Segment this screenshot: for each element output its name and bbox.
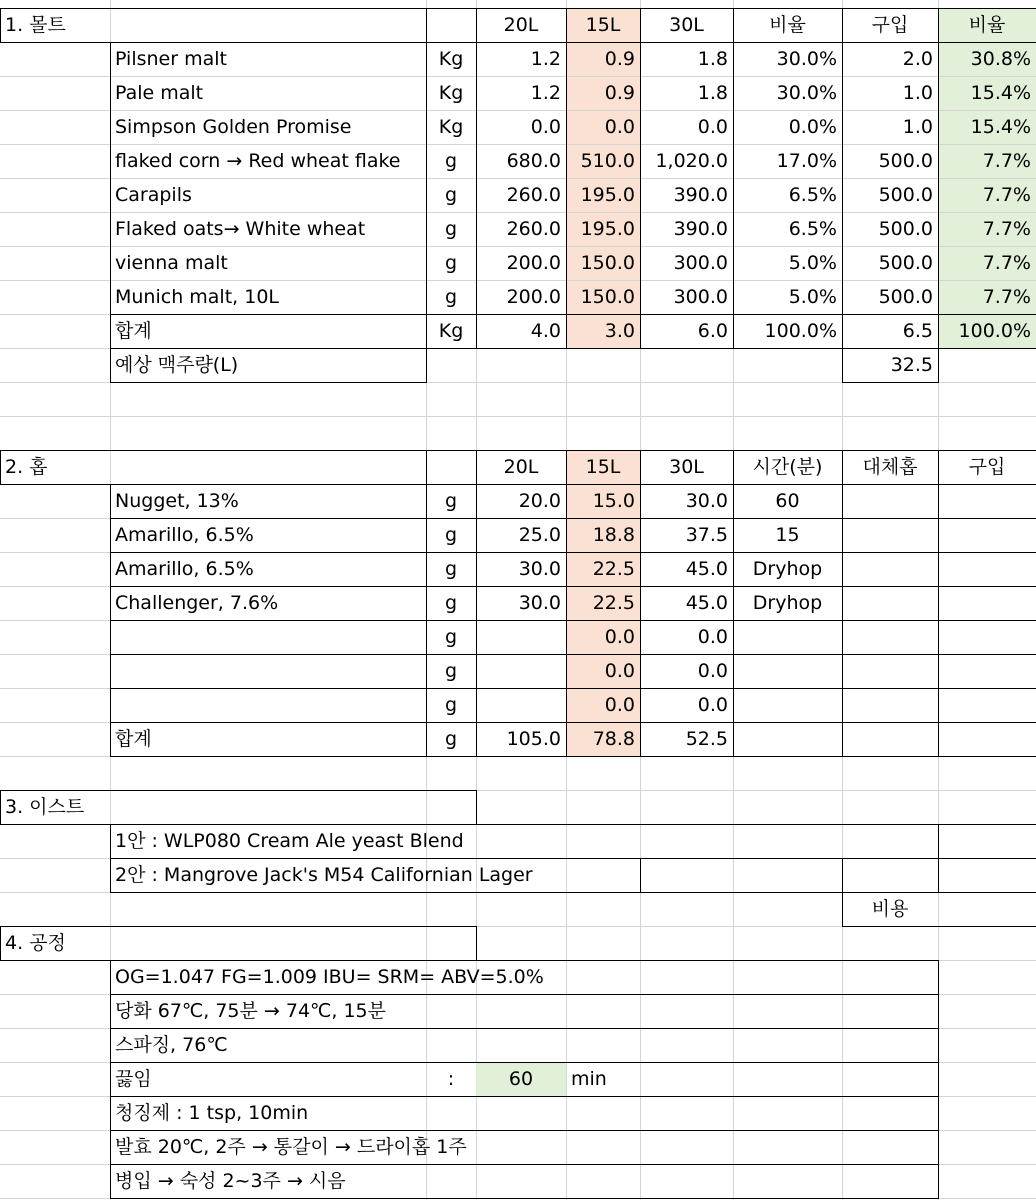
hop-time[interactable]: Dryhop (752, 592, 823, 614)
malt-ratio[interactable]: 0.0% (788, 116, 837, 138)
malt-total-15l[interactable]: 3.0 (566, 315, 640, 348)
malt-buy[interactable]: 500.0 (878, 286, 933, 308)
hops-col-header[interactable]: 대체홉 (862, 456, 918, 478)
malt-ratio[interactable]: 5.0% (788, 252, 837, 274)
malt-ratio[interactable]: 5.0% (788, 286, 837, 308)
malt-15l[interactable]: 0.9 (566, 43, 640, 76)
process-gravity-line[interactable]: OG=1.047 FG=1.009 IBU= SRM= ABV=5.0% (115, 966, 544, 988)
hops-total-15l[interactable]: 78.8 (566, 723, 640, 756)
malt-buy-ratio[interactable]: 7.7% (938, 145, 1036, 178)
hop-15l[interactable]: 15.0 (566, 485, 640, 518)
hop-30l[interactable]: 0.0 (697, 660, 728, 682)
process-sparge-line[interactable]: 스파징, 76℃ (115, 1034, 228, 1056)
malt-15l[interactable]: 150.0 (566, 281, 640, 314)
hops-total-unit[interactable]: g (444, 728, 458, 750)
hop-30l[interactable]: 0.0 (697, 694, 728, 716)
yeast-option-2[interactable]: 2안 : Mangrove Jack's M54 Californian Lager (115, 864, 533, 886)
malt-15l[interactable]: 0.9 (566, 77, 640, 110)
malt-unit[interactable]: Kg (438, 116, 464, 138)
malt-buy[interactable]: 1.0 (902, 116, 933, 138)
expected-beer-value[interactable]: 32.5 (890, 354, 933, 376)
malt-30l[interactable]: 0.0 (697, 116, 728, 138)
malt-buy-ratio[interactable]: 15.4% (938, 111, 1036, 144)
hop-name[interactable]: Nugget, 13% (115, 490, 239, 512)
hop-unit[interactable]: g (444, 558, 458, 580)
hops-col-header[interactable]: 15L (566, 451, 640, 484)
hop-30l[interactable]: 45.0 (685, 558, 728, 580)
malt-col-header[interactable]: 비율 (938, 9, 1036, 42)
hop-15l[interactable]: 18.8 (566, 519, 640, 552)
malt-30l[interactable]: 390.0 (673, 218, 728, 240)
malt-30l[interactable]: 300.0 (673, 286, 728, 308)
gridline-horizontal (0, 1198, 1036, 1199)
hop-15l[interactable]: 22.5 (566, 587, 640, 620)
hops-total-20l[interactable]: 105.0 (506, 728, 561, 750)
malt-ratio[interactable]: 17.0% (776, 150, 837, 172)
boil-minutes[interactable]: 60 (476, 1063, 566, 1096)
malt-buy-ratio[interactable]: 30.8% (938, 43, 1036, 76)
malt-buy[interactable]: 1.0 (902, 82, 933, 104)
hops-total-30l[interactable]: 52.5 (685, 728, 728, 750)
hop-15l[interactable]: 0.0 (566, 621, 640, 654)
malt-buy[interactable]: 500.0 (878, 150, 933, 172)
hop-30l[interactable]: 37.5 (685, 524, 728, 546)
hop-20l[interactable] (476, 689, 566, 722)
hops-col-header[interactable]: 30L (669, 456, 704, 478)
malt-20l[interactable]: 0.0 (530, 116, 561, 138)
malt-15l[interactable]: 150.0 (566, 247, 640, 280)
malt-total-20l[interactable]: 4.0 (530, 320, 561, 342)
malt-unit[interactable]: Kg (438, 82, 464, 104)
hop-15l[interactable]: 0.0 (566, 655, 640, 688)
malt-30l[interactable]: 1.8 (697, 48, 728, 70)
malt-col-header[interactable]: 15L (566, 9, 640, 42)
malt-name[interactable]: Flaked oats→ White wheat (115, 218, 366, 240)
boil-unit[interactable]: min (571, 1068, 607, 1090)
hop-15l[interactable]: 22.5 (566, 553, 640, 586)
malt-col-header[interactable]: 20L (503, 14, 539, 36)
expected-beer-label[interactable]: 예상 맥주량(L) (115, 354, 239, 376)
malt-20l[interactable]: 1.2 (530, 48, 561, 70)
hop-20l[interactable] (476, 621, 566, 654)
gridline-horizontal (0, 416, 1036, 417)
malt-name[interactable]: Munich malt, 10L (115, 286, 280, 308)
yeast-option-1[interactable]: 1안 : WLP080 Cream Ale yeast Blend (115, 830, 464, 852)
yeast-cost-label[interactable]: 비용 (871, 898, 909, 920)
malt-total-ratio[interactable]: 100.0% (764, 320, 837, 342)
malt-name[interactable]: flaked corn → Red wheat flake (115, 150, 401, 172)
malt-total-buy-ratio[interactable]: 100.0% (938, 315, 1036, 348)
malt-buy-ratio[interactable]: 7.7% (938, 281, 1036, 314)
malt-20l[interactable]: 260.0 (506, 184, 561, 206)
malt-15l[interactable]: 510.0 (566, 145, 640, 178)
malt-20l[interactable]: 200.0 (506, 252, 561, 274)
hop-name[interactable] (110, 689, 426, 722)
hop-20l[interactable]: 20.0 (518, 490, 561, 512)
hop-unit[interactable]: g (444, 490, 458, 512)
malt-total-label[interactable]: 합계 (115, 320, 152, 342)
malt-buy[interactable]: 500.0 (878, 184, 933, 206)
hop-name[interactable] (110, 655, 426, 688)
malt-ratio[interactable]: 30.0% (776, 48, 837, 70)
process-bottling-line[interactable]: 병입 → 숙성 2~3주 → 시음 (115, 1170, 346, 1192)
gridline-horizontal (0, 790, 1036, 791)
malt-30l[interactable]: 300.0 (673, 252, 728, 274)
malt-15l[interactable]: 195.0 (566, 179, 640, 212)
hop-30l[interactable]: 30.0 (685, 490, 728, 512)
malt-name[interactable]: Carapils (115, 184, 192, 206)
hop-unit[interactable]: g (444, 660, 458, 682)
malt-name[interactable]: vienna malt (115, 252, 228, 274)
gridline-horizontal (0, 756, 1036, 757)
malt-30l[interactable]: 1.8 (697, 82, 728, 104)
process-fining-line[interactable]: 청징제 : 1 tsp, 10min (115, 1102, 309, 1124)
malt-unit[interactable]: g (444, 150, 458, 172)
hop-15l[interactable]: 0.0 (566, 689, 640, 722)
hop-20l[interactable]: 25.0 (518, 524, 561, 546)
boil-label[interactable]: 끓임 (115, 1068, 152, 1090)
malt-name[interactable]: Pale malt (115, 82, 204, 104)
process-mash-line[interactable]: 당화 67℃, 75분 → 74℃, 15분 (115, 1000, 386, 1022)
hops-col-header[interactable]: 시간(분) (752, 456, 823, 478)
hop-20l[interactable]: 30.0 (518, 592, 561, 614)
process-section-title[interactable]: 4. 공정 (5, 932, 66, 954)
malt-buy-ratio[interactable]: 7.7% (938, 247, 1036, 280)
malt-ratio[interactable]: 6.5% (788, 184, 837, 206)
hop-time[interactable]: Dryhop (752, 558, 823, 580)
malt-total-30l[interactable]: 6.0 (697, 320, 728, 342)
malt-unit[interactable]: g (444, 286, 458, 308)
malt-buy-ratio[interactable]: 15.4% (938, 77, 1036, 110)
boil-separator[interactable]: : (447, 1068, 455, 1090)
hops-col-header[interactable]: 구입 (968, 456, 1006, 478)
hop-name[interactable]: Amarillo, 6.5% (115, 558, 254, 580)
hop-30l[interactable]: 0.0 (697, 626, 728, 648)
malt-ratio[interactable]: 30.0% (776, 82, 837, 104)
malt-20l[interactable]: 200.0 (506, 286, 561, 308)
malt-section-title[interactable]: 1. 몰트 (5, 14, 66, 36)
hop-time[interactable] (733, 655, 842, 688)
malt-15l[interactable]: 0.0 (566, 111, 640, 144)
malt-unit[interactable]: Kg (438, 48, 464, 70)
hops-section-title[interactable]: 2. 홉 (5, 456, 48, 478)
hop-time[interactable]: 15 (775, 524, 800, 546)
malt-unit[interactable]: g (444, 218, 458, 240)
hop-name[interactable]: Challenger, 7.6% (115, 592, 279, 614)
malt-name[interactable]: Pilsner malt (115, 48, 227, 70)
hop-time[interactable] (733, 689, 842, 722)
malt-name[interactable]: Simpson Golden Promise (115, 116, 352, 138)
yeast-section-title[interactable]: 3. 이스트 (5, 796, 85, 818)
gridline-horizontal (0, 926, 1036, 927)
hop-time[interactable]: 60 (775, 490, 800, 512)
hop-30l[interactable]: 45.0 (685, 592, 728, 614)
malt-buy[interactable]: 2.0 (902, 48, 933, 70)
hop-unit[interactable]: g (444, 592, 458, 614)
malt-col-header[interactable]: 구입 (871, 14, 909, 36)
hop-unit[interactable]: g (444, 626, 458, 648)
hops-total-label[interactable]: 합계 (115, 728, 152, 750)
malt-15l[interactable]: 195.0 (566, 213, 640, 246)
malt-col-header[interactable]: 30L (669, 14, 704, 36)
hops-col-header[interactable]: 20L (503, 456, 539, 478)
hop-time[interactable] (733, 621, 842, 654)
malt-20l[interactable]: 260.0 (506, 218, 561, 240)
malt-total-unit[interactable]: Kg (438, 320, 464, 342)
malt-unit[interactable]: g (444, 252, 458, 274)
malt-buy[interactable]: 500.0 (878, 218, 933, 240)
malt-buy-ratio[interactable]: 7.7% (938, 213, 1036, 246)
malt-20l[interactable]: 680.0 (506, 150, 561, 172)
malt-ratio[interactable]: 6.5% (788, 218, 837, 240)
hop-name[interactable]: Amarillo, 6.5% (115, 524, 254, 546)
malt-buy-ratio[interactable]: 7.7% (938, 179, 1036, 212)
malt-col-header[interactable]: 비율 (769, 14, 806, 36)
hop-name[interactable] (110, 621, 426, 654)
process-ferment-line[interactable]: 발효 20℃, 2주 → 통갈이 → 드라이홉 1주 (115, 1136, 467, 1158)
malt-total-buy[interactable]: 6.5 (902, 320, 933, 342)
hop-20l[interactable]: 30.0 (518, 558, 561, 580)
gridline-horizontal (0, 382, 1036, 383)
malt-unit[interactable]: g (444, 184, 458, 206)
malt-20l[interactable]: 1.2 (530, 82, 561, 104)
hop-unit[interactable]: g (444, 694, 458, 716)
hop-20l[interactable] (476, 655, 566, 688)
malt-buy[interactable]: 500.0 (878, 252, 933, 274)
hop-unit[interactable]: g (444, 524, 458, 546)
malt-30l[interactable]: 1,020.0 (655, 150, 728, 172)
malt-30l[interactable]: 390.0 (673, 184, 728, 206)
